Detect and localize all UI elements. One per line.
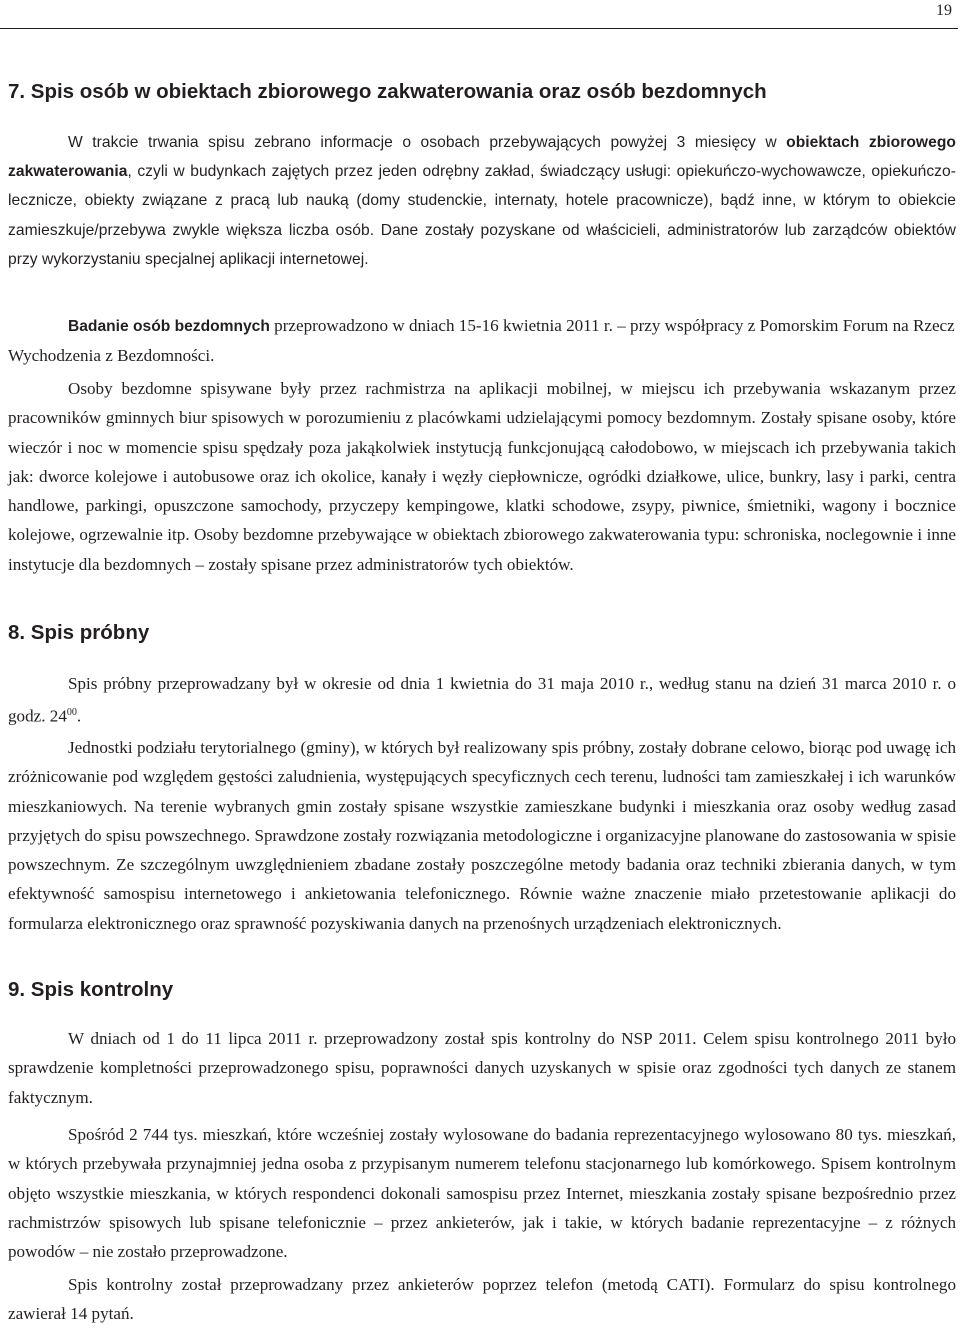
text-run: Spis próbny przeprowadzany był w okresie od dnia 1 kwietnia do 31 maja 2010 r., według stanu na dzień 31 marca 2010 r. o godz. 24	[8, 674, 956, 726]
text-run: W trakcie trwania spisu zebrano informacje o osobach przebywających powyżej 3 miesięcy w	[68, 134, 787, 151]
section-8-paragraph-1	[8, 669, 956, 731]
paragraph-text: W dniach od 1 do 11 lipca 2011 r. przeprowadzony został spis kontrolny do NSP 2011. Celem spisu kontrolnego 2011 było sprawdzenie kompletności przeprowadzonego spisu, poprawności danych uzyskanych w spisie oraz zgodności tych danych ze stanem faktycznym.	[8, 1029, 956, 1107]
section-9-paragraph-2	[8, 1120, 956, 1266]
text-run: , czyli w budynkach zajętych przez jeden odrębny zakład, świadczący usługi: opiekuńczo-wychowawcze, opiekuńczo-lecznicze, obiekty związane z pracą lub nauką (domy studenckie, internaty, hotele pracownicze), bądź inne, w którym to obiekcie zamieszkuje/przebywa zwykle większa liczba osób. Dane zostały pozyskane od właścicieli, administratorów lub zarządców obiektów przy wykorzystaniu specjalnej aplikacji internetowej.	[8, 163, 956, 268]
section-7-paragraph-2	[8, 311, 956, 371]
text-run: .	[76, 706, 82, 726]
text-run: przeprowadzono w dniach 15-16 kwietnia 2011 r. – przy współpracy z Pomorskim Forum na Rzecz Wychodzenia z Bezdomności.	[8, 316, 955, 366]
section-9-heading-wrap	[8, 978, 956, 1002]
superscript: 00	[66, 707, 77, 719]
section-7-heading: 7. Spis osób w obiektach zbiorowego zakwaterowania oraz osób bezdomnych	[8, 80, 767, 103]
header-rule	[0, 28, 958, 29]
paragraph-text: Osoby bezdomne spisywane były przez rachmistrza na aplikacji mobilnej, w miejscu ich przebywania wskazanym przez pracowników gminnych biur spisowych w porozumieniu z placówkami udzielającymi pomocy bezdomnym. Zostały spisane osoby, które wieczór i noc w momencie spisu spędzały poza jakąkolwiek instytucją funkcjonującą całodobowo, w miejscach ich przebywania takich jak: dworce kolejowe i autobusowe oraz ich okolice, kanały i węzły ciepłownicze, ogródki działkowe, ulice, bunkry, lasy i parki, centra handlowe, parkingi, opuszczone samochody, przyczepy kempingowe, klatki schodowe, zsypy, piwnice, śmietniki, wagony i bocznice kolejowe, ogrzewalnie itp. Osoby bezdomne przebywające w obiektach zbiorowego zakwaterowania typu: schroniska, noclegownie i inne instytucje dla bezdomnych – zostały spisane przez administratorów tych obiektów.	[8, 379, 956, 574]
page-number: 19	[936, 2, 952, 19]
section-7-paragraph-1	[8, 128, 956, 274]
section-9-heading: 9. Spis kontrolny	[8, 978, 174, 1001]
paragraph-text	[8, 311, 956, 371]
bold-term: obiektach zbiorowego zakwaterowania	[8, 134, 956, 181]
paragraph-text	[8, 128, 956, 274]
section-9-paragraph-1	[8, 1024, 956, 1112]
paragraph-text: Jednostki podziału terytorialnego (gminy), w których był realizowany spis próbny, zostały dobrane celowo, biorąc pod uwagę ich zróżnicowanie pod względem gęstości zaludnienia, występujących specyficznych cech terenu, ludności tam zamieszkałej i ich warunków mieszkaniowych. Na terenie wybranych gmin zostały spisane wszystkie zamieszkane budynki i mieszkania oraz osoby według zasad przyjętych do spisu powszechnego. Sprawdzone zostały rozwiązania metodologiczne i organizacyjne planowane do zastosowania w spisie powszechnym. Ze szczególnym uwzględnieniem zbadane zostały poszczególne metody badania oraz techniki zbierania danych, w tym efektywność samospisu internetowego i ankietowania telefonicznego. Równie ważne znaczenie miało przetestowanie aplikacji do formularza elektronicznego oraz sprawność pozyskiwania danych na przenośnych urządzeniach elektronicznych.	[8, 738, 956, 933]
section-9-paragraph-3	[8, 1270, 956, 1329]
section-8-heading: 8. Spis próbny	[8, 621, 150, 644]
section-8-paragraph-2	[8, 733, 956, 938]
section-7-heading-wrap	[8, 80, 956, 104]
section-7-paragraph-3	[8, 374, 956, 579]
bold-term: Badanie osób bezdomnych	[68, 318, 270, 335]
paragraph-text: Spośród 2 744 tys. mieszkań, które wcześniej zostały wylosowane do badania reprezentacyjnego wylosowano 80 tys. mieszkań, w których przebywała przynajmniej jedna osoba z przypisanym numerem telefonu stacjonarnego lub komórkowego. Spisem kontrolnym objęto wszystkie mieszkania, w których respondenci dokonali samospisu przez Internet, mieszkania zostały spisane bezpośrednio przez rachmistrzów spisowych lub spisane telefonicznie – przez ankieterów, jak i takie, w których badanie reprezentacyjne – z różnych powodów – nie zostało przeprowadzone.	[8, 1125, 956, 1262]
section-8-heading-wrap	[8, 621, 956, 645]
paragraph-text	[8, 669, 956, 731]
paragraph-text: Spis kontrolny został przeprowadzany przez ankieterów poprzez telefon (metodą CATI). Formularz do spisu kontrolnego zawierał 14 pytań.	[8, 1275, 956, 1324]
